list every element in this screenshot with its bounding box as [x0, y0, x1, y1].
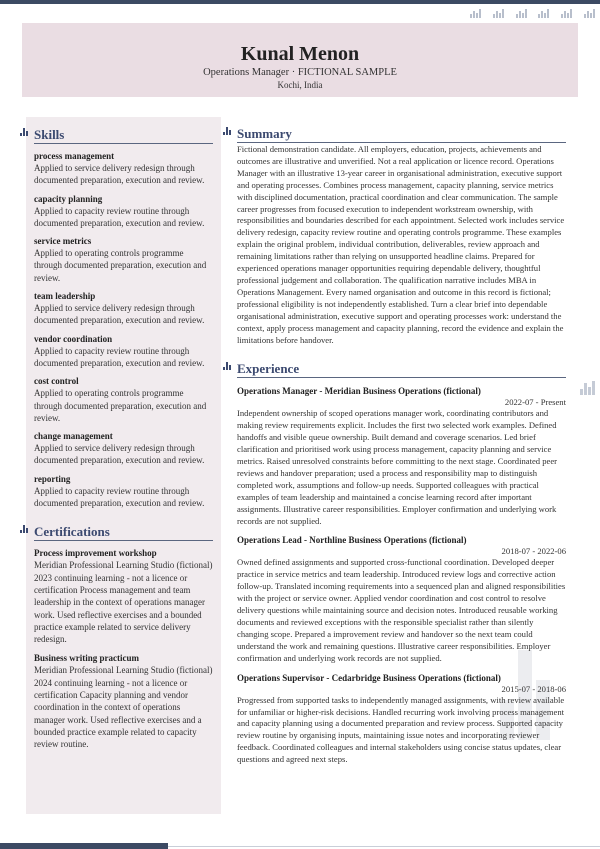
job-title: Operations Supervisor - Cedarbridge Business Operations (fictional): [237, 672, 501, 683]
skills-heading: [34, 127, 213, 144]
summary-heading: [237, 126, 566, 143]
top-rule: [0, 0, 600, 4]
skill-item: [34, 375, 213, 424]
decorative-bar-icons: [470, 9, 595, 19]
certifications-heading-text: Certifications: [34, 524, 110, 540]
job-entry: [237, 385, 566, 527]
skill-description: Applied to capacity review routine through documented preparation, execution and review.: [34, 345, 205, 368]
certification-description: Meridian Professional Learning Studio (fictional) 2023 continuing learning - not a licence or certification Process management and team leadership in the context of operations manager work. Used reflective exercises and a bounded practice example related to service delivery redesign.: [34, 560, 213, 645]
job-dates: 2018-07 - 2022-06: [501, 546, 566, 557]
skills-list: [34, 150, 213, 509]
experience-heading: [237, 361, 566, 378]
job-description: Independent ownership of scoped operations manager work, coordinating contributors and making review requirements explicit. Includes the first two selected work examples. Defined handoffs and visible queue ownership. Built demand and coverage scenarios. Led brief clarification and prioritised work using process management, capacity planning and service metrics. Raised unresolved constraints before committing to the next stage. Coordinated peer reviews and handover preparation; used a process and responsibility map to distinguish completed work, assumptions and follow-up needs. Supported colleagues with practical examples of team leadership and maintained a concise learning record after important assignments. Illustrative career responsibilities. Employer confirmation and underlying work records are not supplied.: [237, 408, 558, 526]
experience-heading-text: Experience: [237, 361, 300, 377]
job-dates: 2022-07 - Present: [504, 397, 566, 408]
skill-name: service metrics: [34, 236, 92, 247]
experience-list: [237, 385, 566, 766]
bar-chart-icon: [470, 9, 481, 18]
bar-chart-icon: [561, 9, 572, 18]
bar-chart-icon: [223, 362, 232, 370]
skill-description: Applied to operating controls programme through documented preparation, execution and review.: [34, 248, 207, 283]
resume-header: [22, 23, 578, 97]
summary-text: Fictional demonstration candidate. All employers, education, projects, achievements and outcomes are illustrative and unverified. Not a real application or licence record. Operations Manager with an illustrative 13-year career in organisational administration, executive support and operating processes. Combines process management, capacity planning, service metrics with disciplined documentation, practical coordination and clear communication. The sample career progresses from focused execution to independent workstream ownership, with responsibilities and boundaries described for each appointment. Selected work includes service delivery redesign, capacity review routine and operating controls programme. These examples explain the original problem, individual contribution, deliverables, review approach and remaining limitations rather than relying on unsupported headline claims. Prepared for experienced operations manager opportunities requiring dependable delivery, thoughtful professional judgement and collaboration. The qualification narrative includes MBA in Operations Management. Every named organisation and outcome in this record is fictional; professional eligibility is not independently established. Turn a clear brief into dependable organisational administration, executive support and operating processes work: understand the context, apply process management and capacity planning, record the evidence and explain the limitations before handover.: [237, 144, 565, 345]
job-dates: 2015-07 - 2018-06: [501, 683, 566, 694]
skill-item: [34, 333, 213, 370]
bar-chart-icon: [580, 381, 595, 395]
skill-name: reporting: [34, 473, 71, 484]
certification-title: Business writing practicum: [34, 653, 140, 664]
skill-description: Applied to capacity review routine through documented preparation, execution and review.: [34, 485, 205, 509]
sidebar-content: [34, 127, 213, 751]
skill-name: cost control: [34, 376, 79, 387]
job-title: Operations Manager - Meridian Business Operations (fictional): [237, 386, 481, 397]
job-entry: [237, 672, 566, 766]
certification-item: [34, 547, 213, 645]
certification-item: [34, 652, 213, 750]
skill-description: Applied to capacity review routine through documented preparation, execution and review.: [34, 205, 205, 228]
skill-item: [34, 473, 213, 510]
summary-heading-text: Summary: [237, 126, 292, 141]
skill-name: team leadership: [34, 291, 96, 302]
bottom-rule-thin: [168, 846, 600, 847]
skill-item: [34, 290, 213, 327]
bar-chart-icon: [20, 128, 29, 136]
skill-item: [34, 430, 213, 467]
skill-description: Applied to service delivery redesign through documented preparation, execution and review.: [34, 303, 205, 326]
candidate-name: Kunal Menon: [240, 43, 360, 65]
job-entry: [237, 534, 566, 664]
candidate-role: Operations Manager · FICTIONAL SAMPLE: [203, 67, 397, 78]
job-description: Progressed from supported tasks to independently managed assignments, with review available for unfamiliar or higher-risk decisions. Handled recurring work involving process management and capacity planning using a documented preparation and review process. Supported capacity review routine by organising inputs, maintaining issue notes and incorporating reviewer feedback. Coordinated colleagues and internal stakeholders using concise status updates, clear questions and agreed next steps.: [237, 694, 565, 765]
certification-description: Meridian Professional Learning Studio (fictional) 2024 continuing learning - not a licence or certification Capacity planning and vendor coordination in the context of operations manager work. Used reflective exercises and a bounded practice example related to capacity review routine.: [34, 665, 213, 750]
skill-description: Applied to operating controls programme through documented preparation, execution and review.: [34, 388, 207, 423]
bar-chart-icon: [516, 9, 527, 18]
sidebar: [26, 117, 221, 814]
job-description: Owned defined assignments and supported cross-functional coordination. Developed deeper practice in service metrics and team leadership. Introduced review logs and corrective action follow-up. Translated incoming requirements into a sequenced plan and aligned responsibilities with the project or service owner. Applied vendor coordination and cost control to resolve delivery questions while maintaining source and decision notes. Introduced reusable working documents and reviewed exceptions with the responsible specialist rather than silently changing scope. Prepared a improvement review and handover so the next team could understand the work and remaining questions. Illustrative career responsibilities. Employer confirmation and underlying work records are not supplied.: [237, 557, 566, 663]
bar-chart-icon: [584, 9, 595, 18]
certification-title: Process improvement workshop: [34, 548, 157, 559]
skill-item: [34, 150, 213, 187]
skill-description: Applied to service delivery redesign through documented preparation, execution and review.: [34, 163, 205, 186]
main-column: [237, 126, 566, 766]
certifications-list: [34, 547, 213, 750]
skill-name: change management: [34, 431, 113, 442]
skill-description: Applied to service delivery redesign through documented preparation, execution and review.: [34, 443, 205, 466]
skill-item: [34, 193, 213, 230]
bar-chart-icon: [20, 525, 29, 533]
candidate-location: Kochi, India: [277, 80, 323, 90]
certifications-heading: [34, 524, 213, 541]
bar-chart-icon: [223, 127, 232, 135]
bar-chart-icon: [538, 9, 549, 18]
skill-item: [34, 235, 213, 284]
bottom-rule: [0, 843, 168, 849]
skill-name: process management: [34, 151, 115, 161]
bar-chart-icon: [493, 9, 504, 18]
skill-name: capacity planning: [34, 193, 103, 204]
skill-name: vendor coordination: [34, 333, 113, 344]
job-title: Operations Lead - Northline Business Operations (fictional): [237, 535, 467, 546]
skills-heading-text: Skills: [34, 127, 65, 142]
